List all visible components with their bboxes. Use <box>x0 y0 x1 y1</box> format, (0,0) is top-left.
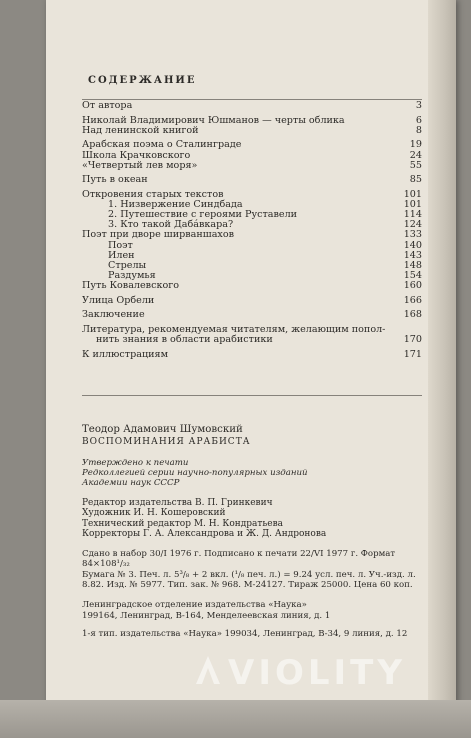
toc-entry: Николай Владимирович Юшманов — черты облика 6 <box>82 114 422 126</box>
page-edge <box>428 0 456 738</box>
toc-entry: Арабская поэма о Сталинграде 19 <box>82 139 422 151</box>
toc-subentry: Поэт 140 <box>108 239 422 251</box>
toc-subentry: Раздумья 154 <box>108 269 422 281</box>
toc-top-rule <box>82 99 422 100</box>
approval-note: Утверждено к печати Редколлегией серии научно-популярных изданий Академии наук СССР <box>82 458 308 488</box>
publishing-data: Сдано в набор 30/I 1976 г. Подписано к печати 22/VI 1977 г. Формат 84×108¹/₃₂ Бумага № 3. Печ. л. 5³/₈ + 2 вкл. (¹/₈ печ. л.) = 9.24 усл. печ. л. Уч.-изд. л. 8.82. Изд. № 5977. Тип. зак. № 968. М-24127. Тираж 25000. Цена 60 коп. <box>82 548 416 591</box>
toc-subentry: Стрелы 148 <box>108 259 422 271</box>
imprint-block <box>82 424 422 640</box>
toc-entry: Литература, рекомендуемая читателям, желающим попол- <box>82 323 386 335</box>
toc-entry: Поэт при дворе ширваншахов 133 <box>82 229 422 241</box>
toc-entry: К иллюстрациям 171 <box>82 348 422 360</box>
toc-entry: Над ленинской книгой 8 <box>82 124 422 136</box>
toc-subentry: Илен 143 <box>108 249 422 261</box>
toc-subentry: 1. Низвержение Синдбада 101 <box>108 199 422 211</box>
toc-entry: «Четвертый лев моря» 55 <box>82 159 422 171</box>
violity-logo-icon <box>194 654 222 688</box>
table-of-contents <box>82 101 422 360</box>
toc-entry: От автора 3 <box>82 100 422 111</box>
toc-subentry: 3. Кто такой Дабáвкара? 124 <box>108 219 422 231</box>
printshop-line: 1-я тип. издательства «Наука» 199034, Ленинград, В-34, 9 линия, д. 12 <box>82 629 408 640</box>
watermark-text: VIOLITY <box>228 653 406 693</box>
book-title: ВОСПОМИНАНИЯ АРАБИСТА <box>82 437 251 447</box>
toc-entry: Откровения старых текстов 101 <box>82 189 422 201</box>
book-page <box>46 0 456 738</box>
toc-entry: Путь Ковалевского 160 <box>82 279 422 291</box>
table-surface <box>0 700 471 738</box>
editorial-staff: Редактор издательства В. П. Гринкевич Художник И. Н. Кошеровский Технический редактор М. Н. Кондратьева Корректоры Г. А. Александрова и Ж. Д. Андронова <box>82 498 327 540</box>
author-name: Теодор Адамович Шумовский <box>82 424 243 435</box>
toc-subentry: 2. Путешествие с героями Руставели 114 <box>108 209 422 221</box>
toc-entry-continued: нить знания в области арабистики 170 <box>96 334 422 346</box>
toc-entry: Заключение 168 <box>82 309 422 321</box>
toc-entry: Улица Орбели 166 <box>82 294 422 306</box>
toc-entry: Школа Крачковского 24 <box>82 149 422 161</box>
publisher-address: Ленинградское отделение издательства «Наука» 199164, Ленинград, В-164, Менделеевская линия, д. 1 <box>82 600 331 621</box>
toc-heading: СОДЕРЖАНИЕ <box>88 75 197 86</box>
toc-entry: Путь в океан 85 <box>82 174 422 186</box>
section-rule <box>82 395 422 396</box>
